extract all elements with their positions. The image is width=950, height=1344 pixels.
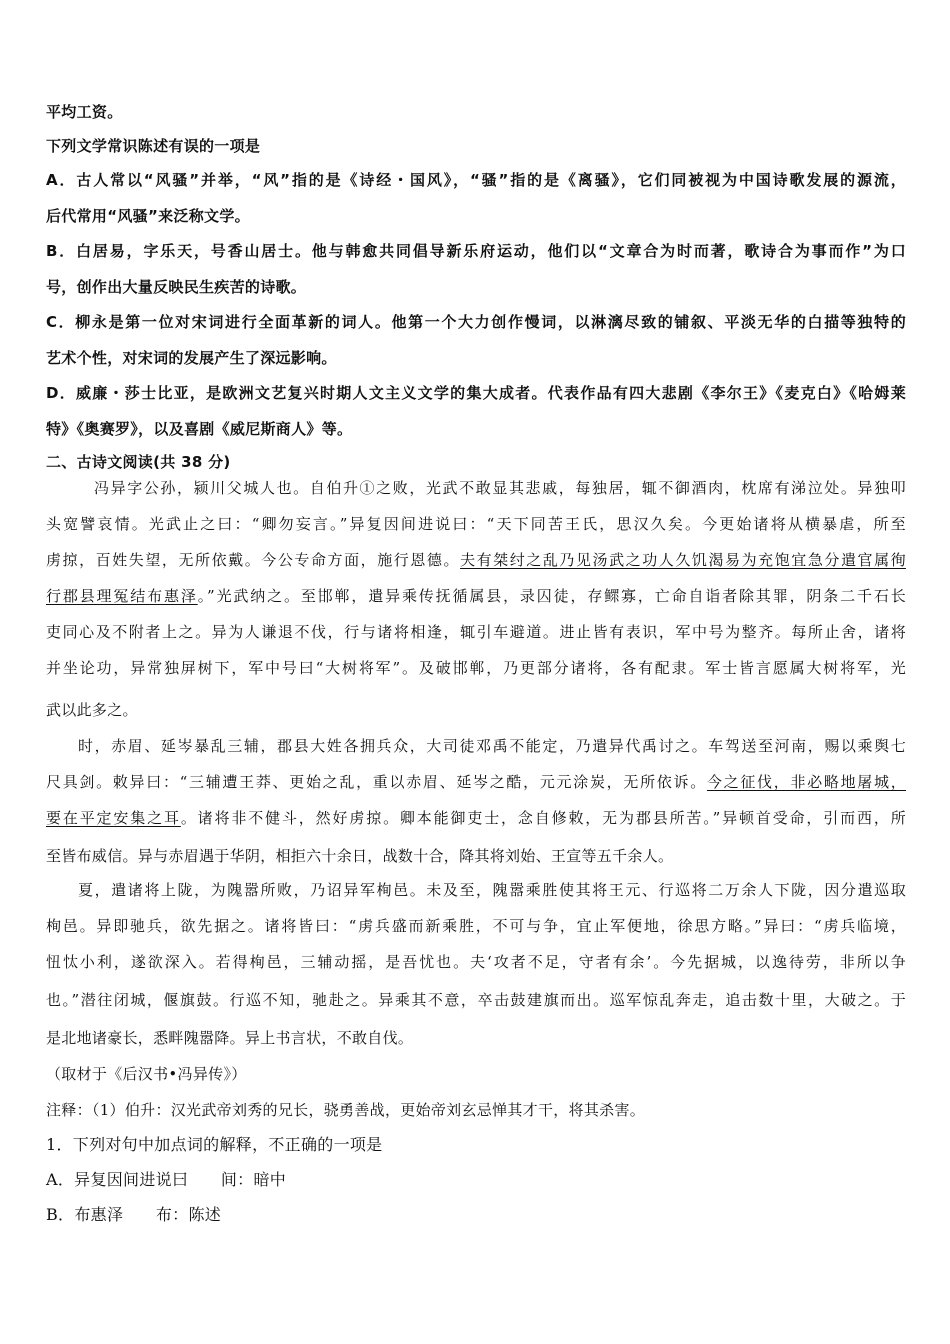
passage-p3-line-3: 忸忲小利，遂欲深入。若得栒邑，三辅动摇，是吾忧也。夫‘攻者不足，守者有余’。今先据城，以逸待劳，非所以争 (46, 953, 906, 971)
option-d-line-1: D．威廉・莎士比亚，是欧洲文艺复兴时期人文主义文学的集大成者。代表作品有四大悲剧《李尔王》《麦克白》《哈姆莱 (46, 384, 906, 402)
intro-tail: 平均工资。 (46, 103, 123, 121)
option-c-line-2: 艺术个性，对宋词的发展产生了深远影响。 (46, 349, 337, 367)
passage-p2-line-2: 尺具剑。敕异曰：“三辅遭王莽、更始之乱，重以赤眉、延岑之酷，元元涂炭，无所依诉。今之征伐，非必略地屠城， (46, 773, 906, 791)
option-a-line-1: A．古人常以“风骚”并举，“风”指的是《诗经・国风》，“骚”指的是《离骚》，它们同被视为中国诗歌发展的源流， (46, 171, 906, 189)
passage-p3-line-4: 也。”潜往闭城，偃旗鼓。行巡不知，驰赴之。异乘其不意，卒击鼓建旗而出。巡军惊乱奔走，追击数十里，大破之。于 (46, 991, 906, 1009)
option-a-line-2: 后代常用“风骚”来泛称文学。 (46, 207, 250, 225)
passage-p2-line-4: 至皆布威信。异与赤眉遇于华阴，相拒六十余日，战数十合，降其将刘始、王宣等五千余人。 (46, 847, 674, 865)
option-b-line-2: 号，创作出大量反映民生疾苦的诗歌。 (46, 278, 307, 296)
passage-p1-line-1: 冯异字公孙，颍川父城人也。自伯升①之败，光武不敢显其悲戚，每独居，辄不御酒肉，枕席有涕泣处。异独叩 (94, 479, 906, 497)
question-1-option-a: A．异复因间进说曰 间：暗中 (46, 1170, 287, 1189)
question-1-option-b: B．布惠泽 布：陈述 (46, 1205, 222, 1224)
passage-p3-line-1: 夏，遣诸将上陇，为隗嚣所败，乃诏异军栒邑。未及至，隗嚣乘胜使其将王元、行巡将二万余人下陇，因分遣巡取 (78, 881, 906, 899)
passage-p1-line-5: 吏同心及不附者上之。异为人谦退不伐，行与诸将相逢，辄引车避道。进止皆有表识，军中号为整齐。每所止舍，诸将 (46, 623, 906, 641)
passage-p3-line-5: 是北地诸豪长，悉畔隗嚣降。异上书言状，不敢自伐。 (46, 1029, 414, 1047)
underlined-sentence-2a: 今之征伐，非必略地屠城， (706, 773, 906, 791)
underlined-sentence-1a: 夫有桀纣之乱乃见汤武之功人久饥渴易为充饱宜急分遣官属徇 (460, 551, 906, 569)
section-heading: 二、古诗文阅读(共 38 分) (46, 453, 231, 471)
passage-p1-line-4: 行郡县理冤结布惠泽。”光武纳之。至邯郸，遣异乘传抚循属县，录囚徒，存鳏寡，亡命自诣者除其罪，阴条二千石长 (46, 587, 906, 605)
passage-p1-line-3: 虏掠，百姓失望，无所依戴。今公专命方面，施行恩德。夫有桀纣之乱乃见汤武之功人久饥渴易为充饱宜急分遣官属徇 (46, 551, 906, 569)
underlined-sentence-2b: 要在平定安集之耳 (46, 809, 181, 827)
passage-p1-line-7: 武以此多之。 (46, 701, 138, 719)
question-1-stem: 1．下列对句中加点词的解释，不正确的一项是 (46, 1135, 383, 1154)
underlined-sentence-1b: 行郡县理冤结布惠泽 (46, 587, 198, 605)
passage-p1-line-2: 头宽譬哀情。光武止之曰：“卿勿妄言。”异复因间进说曰：“天下同苦王氏，思汉久矣。今更始诸将从横暴虐，所至 (46, 515, 906, 533)
question-literature-stem: 下列文学常识陈述有误的一项是 (46, 137, 261, 155)
option-b-line-1: B．白居易，字乐天，号香山居士。他与韩愈共同倡导新乐府运动，他们以“文章合为时而著，歌诗合为事而作”为口 (46, 242, 906, 260)
passage-p1-line-6: 并坐论功，异常独屏树下，军中号曰“大树将军”。及破邯郸，乃更部分诸将，各有配隶。军士皆言愿属大树将军，光 (46, 659, 906, 677)
source-citation: （取材于《后汉书•冯异传》） (46, 1065, 247, 1083)
annotation-note: 注释：（1）伯升：汉光武帝刘秀的兄长，骁勇善战，更始帝刘玄忌惮其才干，将其杀害。 (46, 1101, 646, 1119)
option-d-line-2: 特》《奥赛罗》，以及喜剧《威尼斯商人》等。 (46, 420, 353, 438)
passage-p2-line-3: 要在平定安集之耳。诸将非不健斗，然好虏掠。卿本能御吏士，念自修敕，无为郡县所苦。”异顿首受命，引而西，所 (46, 809, 906, 827)
passage-p3-line-2: 栒邑。异即驰兵，欲先据之。诸将皆曰：“虏兵盛而新乘胜，不可与争，宜止军便地，徐思方略。”异曰：“虏兵临境， (46, 917, 906, 935)
passage-p2-line-1: 时，赤眉、延岑暴乱三辅，郡县大姓各拥兵众，大司徒邓禹不能定，乃遣异代禹讨之。车驾送至河南，赐以乘舆七 (78, 737, 906, 755)
option-c-line-1: C．柳永是第一位对宋词进行全面革新的词人。他第一个大力创作慢词，以淋漓尽致的铺叙、平淡无华的白描等独特的 (46, 313, 906, 331)
